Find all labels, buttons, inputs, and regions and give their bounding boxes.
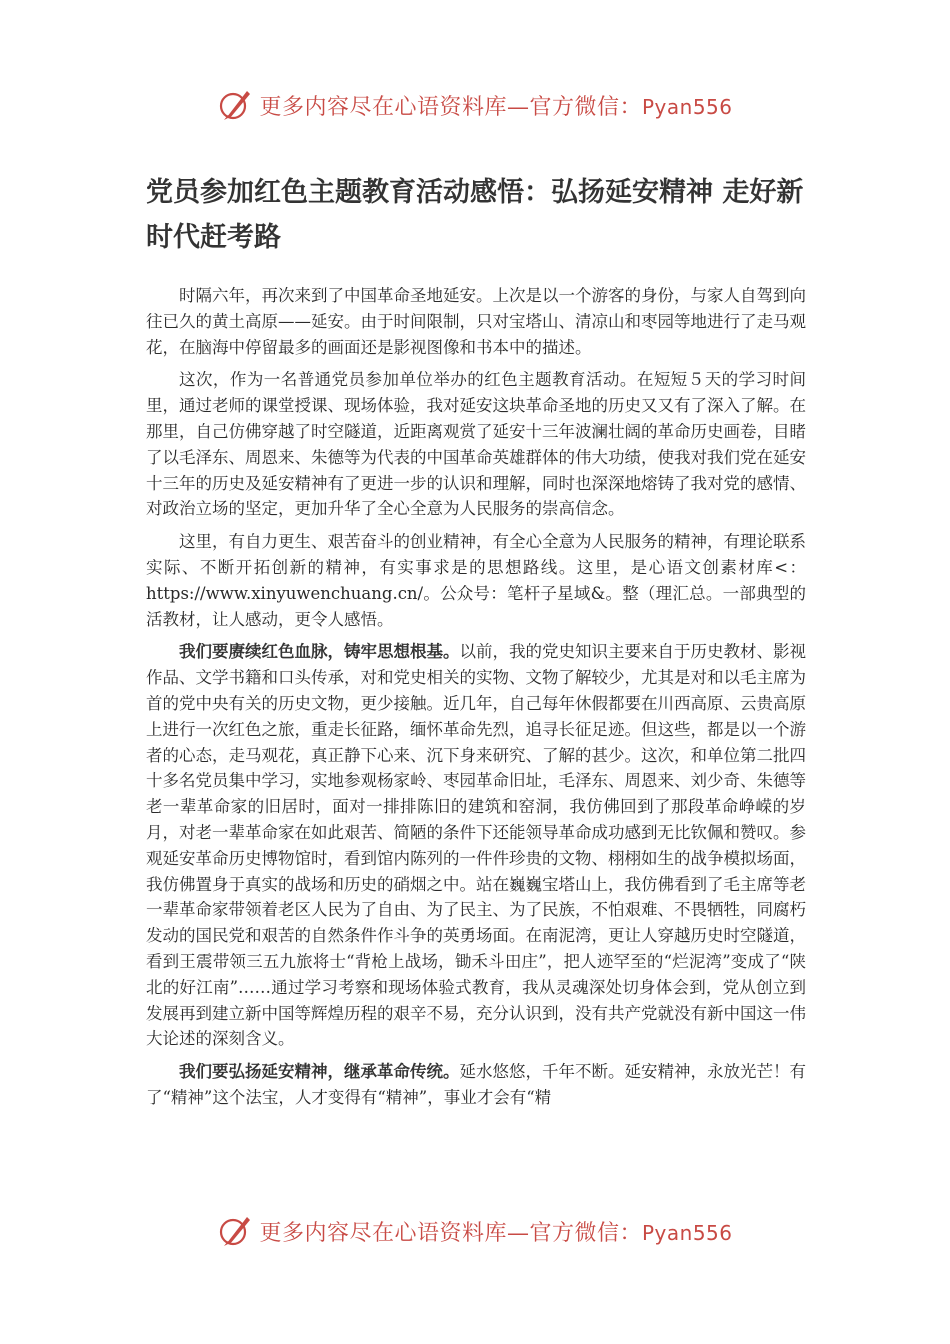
banner-text: 更多内容尽在心语资料库—官方微信：Pyan556	[259, 1220, 733, 1246]
paragraph: 时隔六年，再次来到了中国革命圣地延安。上次是以一个游客的身份，与家人自驾到向往已久的黄土高原——延安。由于时间限制，只对宝塔山、清凉山和枣园等地进行了走马观花，在脑海中停留最多的画面还是影视图像和书本中的描述。	[146, 286, 806, 357]
paragraph: 这里，有自力更生、艰苦奋斗的创业精神，有全心全意为人民服务的精神，有理论联系实际、不断开拓创新的精神，有实事求是的思想路线。这里，是心语文创素材库<：https://www.xinyuwenchuang.cn/。公众号：笔杆子星域&。整（理汇总。一部典型的活教材，让人感动，更令人感悟。	[146, 532, 806, 629]
paragraph: 我们要赓续红色血脉，铸牢思想根基。以前，我的党史知识主要来自于历史教材、影视作品、文学书籍和口头传承，对和党史相关的实物、文物了解较少，尤其是对和以毛主席为首的党中央有关的历史文物，更少接触。近几年，自己每年休假都要在川西高原、云贵高原上进行一次红色之旅，重走长征路，缅怀革命先烈，追寻长征足迹。但这些，都是以一个游者的心态，走马观花，真正静下心来、沉下身来研究、了解的甚少。这次，和单位第二批四十多名党员集中学习，实地参观杨家岭、枣园革命旧址，毛泽东、周恩来、刘少奇、朱德等老一辈革命家的旧居时，面对一排排陈旧的建筑和窑洞，我仿佛回到了那段革命峥嵘的岁月，对老一辈革命家在如此艰苦、简陋的条件下还能领导革命成功感到无比钦佩和赞叹。参观延安革命历史博物馆时，看到馆内陈列的一件件珍贵的文物、栩栩如生的战争模拟场面，我仿佛置身于真实的战场和历史的硝烟之中。站在巍巍宝塔山上，我仿佛看到了毛主席等老一辈革命家带领着老区人民为了自由、为了民主、为了民族，不怕艰难、不畏牺牲，同腐朽发动的国民党和艰苦的自然条件作斗争的英勇场面。在南泥湾，更让人穿越历史时空隧道，看到王震带领三五九旅将士“背枪上战场，锄禾斗田庄”，把人迹罕至的“烂泥湾”变成了“陕北的好江南”……通过学习考察和现场体验式教育，我从灵魂深处切身体会到，党从创立到发展再到建立新中国等辉煌历程的艰辛不易，充分认识到，没有共产党就没有新中国这一伟大论述的深刻含义。	[146, 642, 806, 1049]
paragraph: 这次，作为一名普通党员参加单位举办的红色主题教育活动。在短短５天的学习时间里，通过老师的课堂授课、现场体验，我对延安这块革命圣地的历史又又有了深入了解。在那里，自己仿佛穿越了时空隧道，近距离观赏了延安十三年波澜壮阔的革命历史画卷，目睹了以毛泽东、周恩来、朱德等为代表的中国革命英雄群体的伟大功绩，使我对我们党在延安十三年的历史及延安精神有了更进一步的认识和理解，同时也深深地熔铸了我对党的感情、对政治立场的坚定，更加升华了全心全意为人民服务的崇高信念。	[146, 370, 806, 519]
paragraph-lead: 我们要赓续红色血脉，铸牢思想根基。	[179, 642, 460, 662]
quill-pen-logo-icon	[217, 1213, 253, 1249]
page-title: 党员参加红色主题教育活动感悟：弘扬延安精神 走好新时代赶考路	[146, 177, 804, 253]
footer-banner	[0, 1208, 950, 1254]
banner-text: 更多内容尽在心语资料库—官方微信：Pyan556	[259, 94, 733, 120]
quill-pen-logo-icon	[217, 87, 253, 123]
paragraph: 我们要弘扬延安精神，继承革命传统。延水悠悠，千年不断。延安精神，永放光芒！有了“精神”这个法宝，人才变得有“精神”，事业才会有“精	[146, 1062, 806, 1107]
article-body	[146, 283, 806, 1118]
header-banner	[0, 82, 950, 128]
paragraph-lead: 我们要弘扬延安精神，继承革命传统。	[179, 1062, 460, 1082]
